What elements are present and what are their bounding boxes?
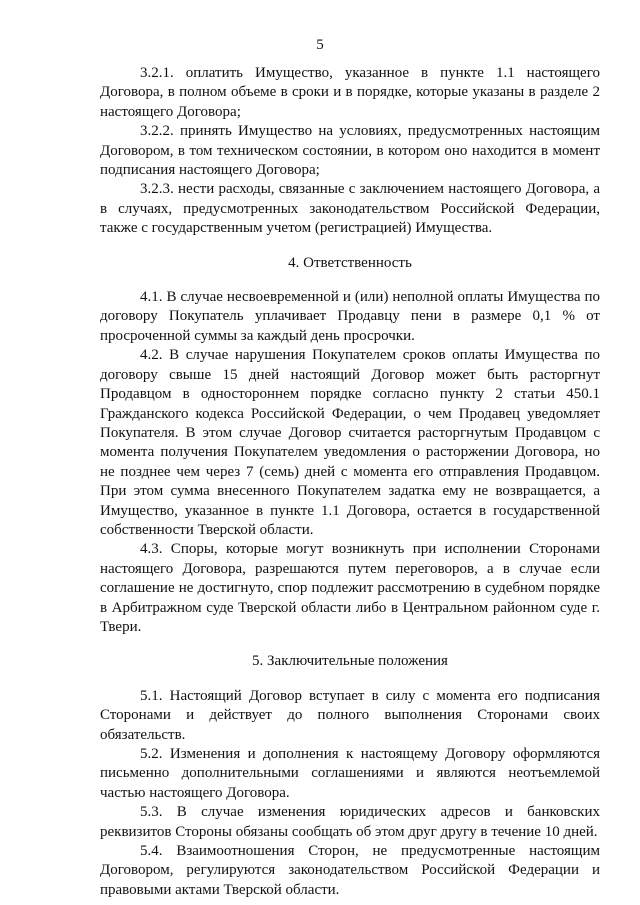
clause-4-2: 4.2. В случае нарушения Покупателем сроков оплаты Имущества по договору свыше 15 дней настоящий Договор может быть расторгнут Продавцом в одностороннем порядке согласно пункту 2 статьи 450.1 Гражданского кодекса Российской Федерации, о чем Продавец уведомляет Покупателя. В этом случае Договор считается расторгнутым Продавцом с момента получения Покупателем уведомления о расторжении Договора, но не позднее чем через 7 (семь) дней с момента его отправления Продавцом. При этом сумма внесенного Покупателем задатка ему не возвращается, а Имущество, указанное в пункте 1.1 Договора, остается в государственной собственности Тверской области.: [100, 347, 600, 538]
clause-4-1: 4.1. В случае несвоевременной и (или) неполной оплаты Имущества по договору Покупатель уплачивает Продавцу пени в размере 0,1 % от просроченной суммы за каждый день просрочки.: [100, 289, 600, 344]
clause-3-2-2: 3.2.2. принять Имущество на условиях, предусмотренных настоящим Договором, в том техническом состоянии, в котором оно находится в момент подписания настоящего Договора;: [100, 123, 600, 179]
section-4-heading: 4. Ответственность: [288, 254, 412, 271]
document-body: [100, 64, 600, 900]
clause-3-2-1: 3.2.1. оплатить Имущество, указанное в пункте 1.1 настоящего Договора, в полном объеме в сроки и в порядке, которые указаны в разделе 2 настоящего Договора;: [100, 65, 600, 120]
clause-5-3: 5.3. В случае изменения юридических адресов и банковских реквизитов Стороны обязаны сообщать об этом друг другу в течение 10 дней.: [100, 804, 600, 840]
section-5-heading: 5. Заключительные положения: [252, 653, 448, 670]
clause-4-3: 4.3. Споры, которые могут возникнуть при исполнении Сторонами настоящего Договора, разрешаются путем переговоров, а в случае если соглашение не достигнуто, спор подлежит рассмотрению в судебном порядке в Арбитражном суде Тверской области либо в Центральном районном суде г. Твери.: [100, 541, 600, 635]
clause-3-2-3: 3.2.3. нести расходы, связанные с заключением настоящего Договора, а в случаях, предусмотренных законодательством Российской Федерации, также с государственным учетом (регистрацией) Имущества.: [100, 181, 600, 237]
clause-5-2: 5.2. Изменения и дополнения к настоящему Договору оформляются письменно дополнительными соглашениями и являются неотъемлемой частью настоящего Договора.: [100, 746, 600, 801]
clause-5-4: 5.4. Взаимоотношения Сторон, не предусмотренные настоящим Договором, регулируются законодательством Российской Федерации и правовыми актами Тверской области.: [100, 843, 600, 898]
clause-5-1: 5.1. Настоящий Договор вступает в силу с момента его подписания Сторонами и действует до полного выполнения Сторонами своих обязательств.: [100, 687, 600, 743]
page-number: 5: [316, 37, 324, 53]
